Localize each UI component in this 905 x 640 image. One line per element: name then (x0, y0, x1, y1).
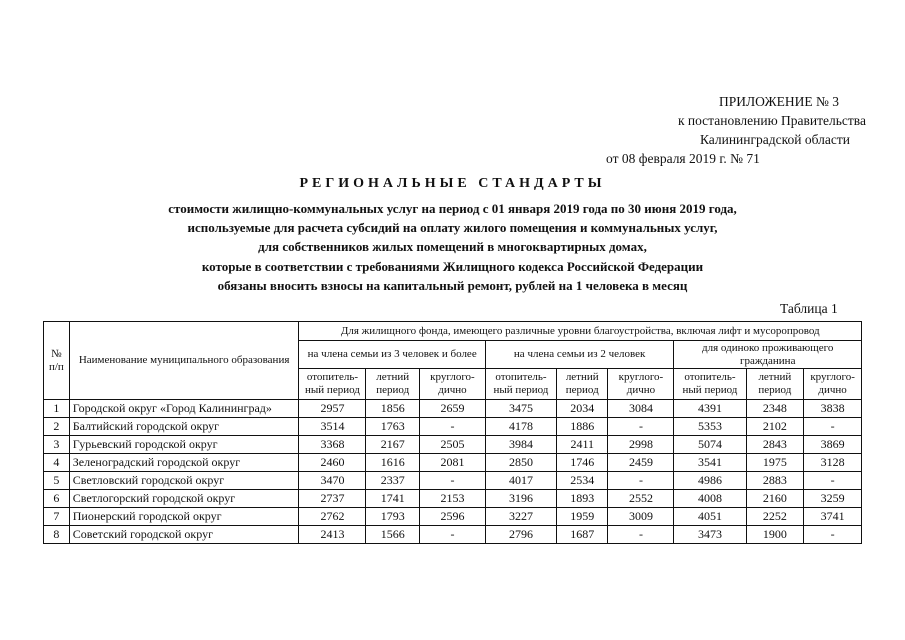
table-row (44, 526, 862, 544)
value-cell: 2413 (299, 526, 366, 544)
value-cell: 4986 (674, 472, 746, 490)
value-cell: 2160 (746, 490, 804, 508)
value-cell: 3009 (608, 508, 674, 526)
row-number: 2 (44, 418, 70, 436)
value-cell: 4017 (485, 472, 556, 490)
municipality-name: Советский городской округ (69, 526, 299, 544)
header-period: отопитель-ный период (485, 369, 556, 400)
header-family-2: на члена семьи из 2 человек (485, 341, 674, 369)
value-cell: 2596 (419, 508, 485, 526)
document-subtitle (60, 199, 845, 295)
value-cell: 4178 (485, 418, 556, 436)
header-single: для одиноко проживающего гражданина (674, 341, 862, 369)
municipality-name: Зеленоградский городской округ (69, 454, 299, 472)
municipality-name: Гурьевский городской округ (69, 436, 299, 454)
header-period: летний период (556, 369, 608, 400)
header-family-3plus: на члена семьи из 3 человек и более (299, 341, 485, 369)
value-cell: 3227 (485, 508, 556, 526)
value-cell: - (608, 526, 674, 544)
table-row (44, 454, 862, 472)
municipality-name: Светловский городской округ (69, 472, 299, 490)
value-cell: 3470 (299, 472, 366, 490)
header-number: № п/п (44, 322, 70, 400)
value-cell: 4391 (674, 400, 746, 418)
value-cell: 5353 (674, 418, 746, 436)
value-cell: 3984 (485, 436, 556, 454)
subtitle-line: обязаны вносить взносы на капитальный ремонт, рублей на 1 человека в месяц (217, 277, 688, 293)
value-cell: 2737 (299, 490, 366, 508)
value-cell: 1900 (746, 526, 804, 544)
value-cell: 2998 (608, 436, 674, 454)
row-number: 7 (44, 508, 70, 526)
table-row (44, 418, 862, 436)
appendix-resolution: к постановлению Правительства (677, 113, 866, 128)
value-cell: 1616 (366, 454, 420, 472)
value-cell: 3084 (608, 400, 674, 418)
value-cell: - (804, 526, 862, 544)
header-period: отопитель-ный период (674, 369, 746, 400)
value-cell: 2337 (366, 472, 420, 490)
value-cell: 3869 (804, 436, 862, 454)
value-cell: - (419, 472, 485, 490)
value-cell: - (419, 418, 485, 436)
value-cell: 3259 (804, 490, 862, 508)
subtitle-line: которые в соответствии с требованиями Жилищного кодекса Российской Федерации (201, 258, 704, 274)
appendix-title: ПРИЛОЖЕНИЕ № 3 (718, 94, 839, 109)
standards-table (43, 321, 862, 544)
value-cell: 1687 (556, 526, 608, 544)
value-cell: 2411 (556, 436, 608, 454)
value-cell: 2659 (419, 400, 485, 418)
header-period: круглого-дично (419, 369, 485, 400)
value-cell: 2034 (556, 400, 608, 418)
value-cell: 2957 (299, 400, 366, 418)
document-title: РЕГИОНАЛЬНЫЕ СТАНДАРТЫ (299, 176, 606, 191)
row-number: 1 (44, 400, 70, 418)
value-cell: 1763 (366, 418, 420, 436)
value-cell: 2167 (366, 436, 420, 454)
row-number: 3 (44, 436, 70, 454)
value-cell: 2348 (746, 400, 804, 418)
value-cell: 1893 (556, 490, 608, 508)
row-number: 4 (44, 454, 70, 472)
value-cell: 1959 (556, 508, 608, 526)
value-cell: 2505 (419, 436, 485, 454)
value-cell: 2796 (485, 526, 556, 544)
table-row (44, 490, 862, 508)
value-cell: 3368 (299, 436, 366, 454)
value-cell: 4051 (674, 508, 746, 526)
value-cell: 1975 (746, 454, 804, 472)
header-period: отопитель-ный период (299, 369, 366, 400)
value-cell: - (608, 418, 674, 436)
municipality-name: Балтийский городской округ (69, 418, 299, 436)
table-row (44, 436, 862, 454)
value-cell: - (419, 526, 485, 544)
municipality-name: Светлогорский городской округ (69, 490, 299, 508)
value-cell: 1741 (366, 490, 420, 508)
value-cell: 4008 (674, 490, 746, 508)
table-row (44, 472, 862, 490)
header-period: круглого-дично (804, 369, 862, 400)
value-cell: 1793 (366, 508, 420, 526)
value-cell: 3473 (674, 526, 746, 544)
value-cell: 2102 (746, 418, 804, 436)
appendix-region: Калининградской области (699, 132, 850, 147)
value-cell: 3514 (299, 418, 366, 436)
municipality-name: Пионерский городской округ (69, 508, 299, 526)
value-cell: 2534 (556, 472, 608, 490)
value-cell: 2850 (485, 454, 556, 472)
value-cell: - (804, 418, 862, 436)
value-cell: 3128 (804, 454, 862, 472)
value-cell: 2153 (419, 490, 485, 508)
value-cell: 3475 (485, 400, 556, 418)
subtitle-line: стоимости жилищно-коммунальных услуг на период с 01 января 2019 года по 30 июня 2019 года, (168, 201, 737, 216)
value-cell: 1856 (366, 400, 420, 418)
value-cell: 1886 (556, 418, 608, 436)
header-period: летний период (746, 369, 804, 400)
municipality-name: Городской округ «Город Калининград» (69, 400, 299, 418)
value-cell: 1746 (556, 454, 608, 472)
header-municipality: Наименование муниципального образования (69, 322, 299, 400)
value-cell: 3196 (485, 490, 556, 508)
value-cell: 2460 (299, 454, 366, 472)
value-cell: 2843 (746, 436, 804, 454)
table-row (44, 508, 862, 526)
value-cell: 5074 (674, 436, 746, 454)
value-cell: 2762 (299, 508, 366, 526)
subtitle-line: используемые для расчета субсидий на оплату жилого помещения и коммунальных услуг, (187, 220, 718, 236)
value-cell: 2252 (746, 508, 804, 526)
value-cell: - (608, 472, 674, 490)
appendix-block (606, 92, 866, 168)
header-period: круглого-дично (608, 369, 674, 400)
value-cell: 1566 (366, 526, 420, 544)
value-cell: 3541 (674, 454, 746, 472)
value-cell: 2552 (608, 490, 674, 508)
header-housing-group: Для жилищного фонда, имеющего различные уровни благоустройства, включая лифт и мусоропровод (299, 322, 862, 341)
value-cell: 2459 (608, 454, 674, 472)
value-cell: 3838 (804, 400, 862, 418)
subtitle-line: для собственников жилых помещений в многоквартирных домах, (258, 239, 647, 255)
table-label: Таблица 1 (780, 301, 838, 316)
value-cell: 3741 (804, 508, 862, 526)
value-cell: 2883 (746, 472, 804, 490)
row-number: 5 (44, 472, 70, 490)
header-period: летний период (366, 369, 420, 400)
row-number: 8 (44, 526, 70, 544)
appendix-date-number: от 08 февраля 2019 г. № 71 (606, 151, 760, 166)
value-cell: 2081 (419, 454, 485, 472)
value-cell: - (804, 472, 862, 490)
table-row (44, 400, 862, 418)
row-number: 6 (44, 490, 70, 508)
